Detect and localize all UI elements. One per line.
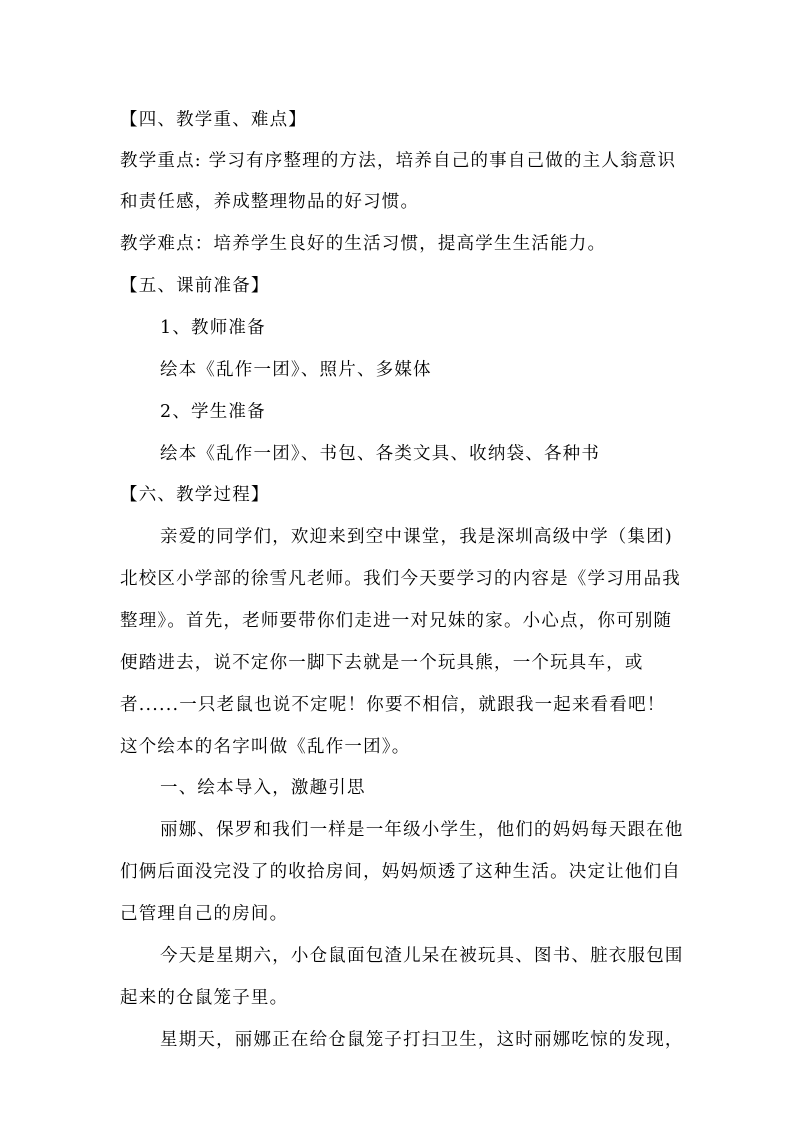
prep-teacher-items: 绘本《乱作一团》、照片、多媒体 bbox=[160, 360, 432, 380]
section-5-heading: 【五、课前准备】 bbox=[120, 276, 270, 296]
intro-line-5: 者......一只老鼠也说不定呢！你要不相信，就跟我一起来看看吧！ bbox=[120, 695, 666, 715]
story-1-line-2: 们俩后面没完没了的收拾房间，妈妈烦透了这种生活。决定让他们自 bbox=[120, 862, 681, 882]
prep-student-items: 绘本《乱作一团》、书包、各类文具、收纳袋、各种书 bbox=[160, 444, 601, 464]
story-2-line-1: 今天是星期六，小仓鼠面包渣儿呆在被玩具、图书、脏衣服包围 bbox=[160, 946, 684, 966]
story-3-line-1: 星期天，丽娜正在给仓鼠笼子打扫卫生，这时丽娜吃惊的发现， bbox=[160, 1030, 684, 1050]
section-4-heading: 【四、教学重、难点】 bbox=[120, 110, 307, 130]
prep-teacher-title: 1、教师准备 bbox=[160, 318, 266, 338]
section-6-heading: 【六、教学过程】 bbox=[120, 485, 270, 505]
intro-line-2: 北校区小学部的徐雪凡老师。我们今天要学习的内容是《学习用品我 bbox=[120, 569, 681, 589]
key-point-line-2: 和责任感，养成整理物品的好习惯。 bbox=[120, 192, 420, 212]
story-2-line-2: 起来的仓鼠笼子里。 bbox=[120, 988, 289, 1008]
prep-student-title: 2、学生准备 bbox=[160, 402, 266, 422]
story-1-line-1: 丽娜、保罗和我们一样是一年级小学生，他们的妈妈每天跟在他 bbox=[160, 820, 684, 840]
intro-line-4: 便踏进去，说不定你一脚下去就是一个玩具熊，一个玩具车，或 bbox=[120, 653, 644, 673]
intro-line-6: 这个绘本的名字叫做《乱作一团》。 bbox=[120, 737, 411, 757]
key-point-line-1: 教学重点: 学习有序整理的方法，培养自己的事自己做的主人翁意识 bbox=[120, 151, 677, 171]
difficulty-line: 教学难点：培养学生良好的生活习惯，提高学生生活能力。 bbox=[120, 234, 607, 254]
intro-line-1: 亲爱的同学们，欢迎来到空中课堂，我是深圳高级中学（集团) bbox=[160, 527, 673, 547]
step-1-title: 一、绘本导入，激趣引思 bbox=[160, 778, 366, 798]
intro-line-3: 整理》。首先，老师要带你们走进一对兄妹的家。小心点，你可别随 bbox=[120, 611, 673, 631]
story-1-line-3: 己管理自己的房间。 bbox=[120, 904, 289, 924]
